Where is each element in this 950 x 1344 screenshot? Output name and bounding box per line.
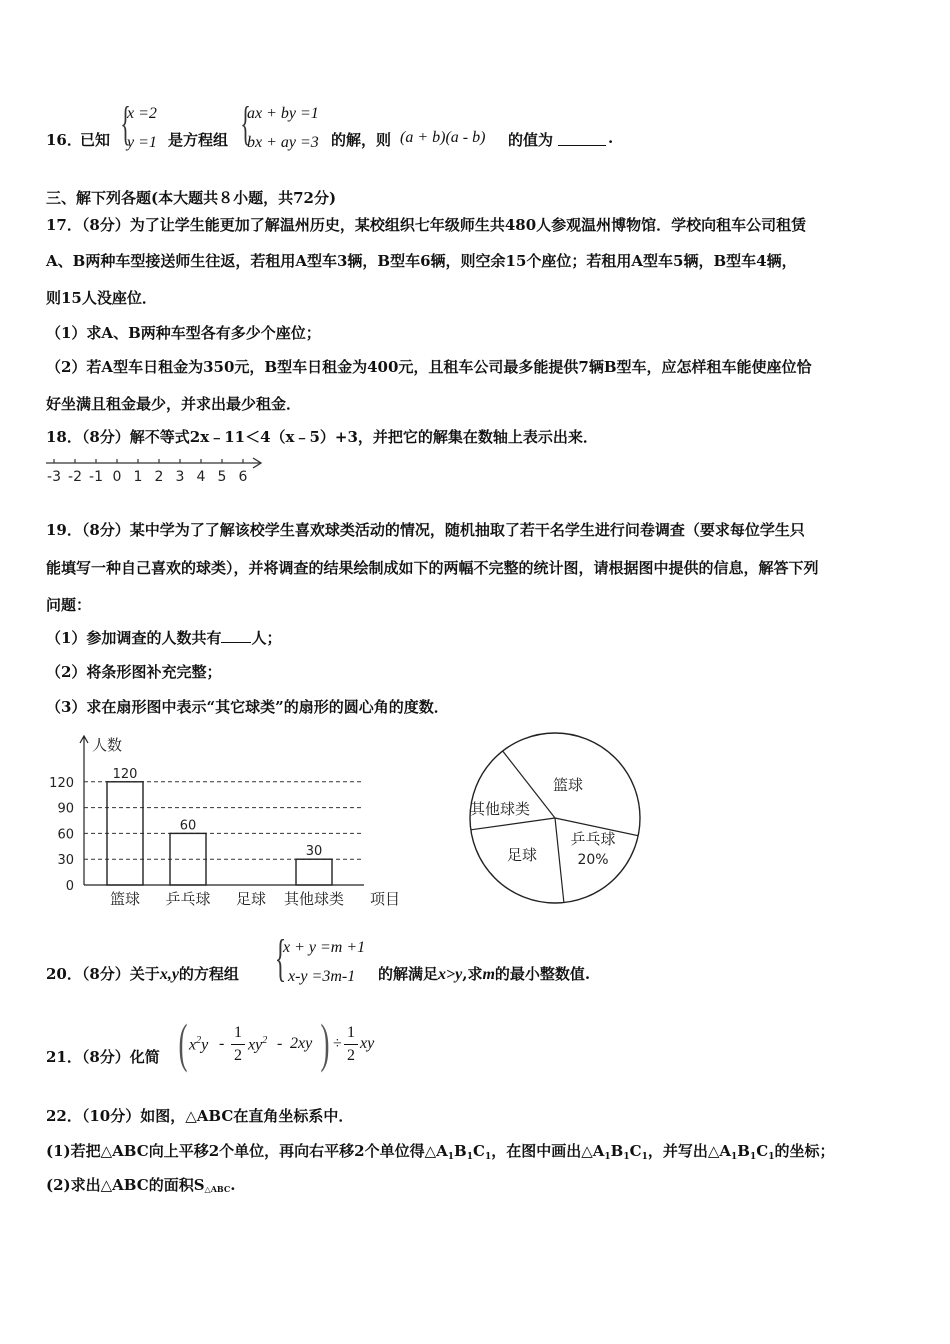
q21-minus-1: -: [219, 1035, 225, 1052]
q21-minus-2: -: [277, 1035, 283, 1052]
q19-sub-2: （2）将条形图补充完整；: [46, 663, 222, 681]
q16-tail: 的解，则: [331, 131, 392, 149]
q20-lead: 20．（8分）关于: [46, 965, 160, 983]
q16-period: .: [608, 129, 614, 147]
q16-end: 的值为: [508, 131, 554, 149]
q22-sub-2: (2)求出△ABC的面积S△ABC.: [46, 1176, 236, 1194]
bar-chart-category-label: 足球: [235, 890, 267, 908]
q20-tail-2: ,求: [462, 965, 483, 983]
q20-tail-3: 的最小整数值.: [494, 965, 591, 983]
q20-mid: 的方程组: [178, 965, 239, 983]
q16-expression: (a + b)(a - b): [400, 129, 486, 146]
q20-tail: [378, 963, 590, 984]
bar-chart-bar: [296, 859, 332, 885]
q21-term-1: $x^2y$: [189, 1035, 209, 1054]
bar-chart-ytick-label: 120: [49, 775, 74, 791]
q16-brace-left: {: [120, 97, 131, 150]
q21-divide: ÷: [333, 1035, 342, 1052]
q16-equation-1: ax + by =1: [247, 105, 319, 122]
q16-solution-x: x =2: [127, 105, 157, 122]
q16-lead: 已知: [80, 131, 111, 149]
number-line-tick-label: -3: [47, 469, 61, 485]
q21-frac2-den: 2: [347, 1047, 355, 1064]
q16-number: 16．: [46, 131, 82, 149]
q20-m: m: [482, 966, 495, 983]
number-line-tick-label: 6: [238, 469, 248, 485]
q20-condition: x>y: [438, 966, 463, 983]
q21-term-4: xy: [360, 1035, 375, 1052]
number-line-tick-label: 0: [112, 469, 122, 485]
pie-chart-slice-boundary: [471, 818, 555, 830]
bar-chart-ytick-label: 90: [57, 801, 74, 817]
section-3-title: 三、解下列各题(本大题共８小题，共72分): [46, 189, 337, 207]
bar-chart-category-label: 篮球: [109, 890, 141, 908]
q17-sub-2-line-2: 好坐满且租金最少，并求出最少租金．: [46, 395, 302, 413]
q16-solution-y: y =1: [127, 134, 157, 151]
pie-chart: [460, 726, 650, 912]
q21-frac-bar: [231, 1044, 245, 1045]
number-line-tick-label: 2: [154, 469, 164, 485]
q22-sub-1: (1)若把△ABC向上平移2个单位，再向右平移2个单位得$\triangle A_1B_1C_1$，在图中画出$\triangle A_1B_1C_1$，并写出$\triangle A_1B_1C_1$的坐标；: [46, 1142, 835, 1162]
q21-frac2-num: 1: [347, 1024, 355, 1041]
pie-chart-slice-boundary: [555, 818, 564, 903]
q21-term-3: 2xy: [290, 1035, 313, 1052]
q17-line-1: 17．（8分）为了让学生能更加了解温州历史，某校组织七年级师生共480人参观温州博物馆．学校向租车公司租赁: [46, 216, 807, 234]
q20-vars: x,y: [159, 966, 179, 983]
q20-equation-1: x + y =m +1: [283, 939, 366, 956]
pie-chart-slice-label: 其他球类: [469, 800, 531, 818]
number-line-tick-label: -2: [68, 469, 82, 485]
bar-chart-xlabel: 项目: [370, 890, 401, 908]
number-line-tick-label: -1: [89, 469, 103, 485]
pie-chart-slice-value: 20%: [577, 852, 609, 868]
q20-brace: {: [274, 930, 287, 987]
q21-frac-num: 1: [234, 1024, 242, 1041]
bar-chart-ylabel: 人数: [92, 736, 123, 754]
q17-sub-2-line-1: （2）若A型车日租金为350元，B型车日租金为400元，且租车公司最多能提供7辆B型车，应怎样租车能使座位恰: [46, 358, 812, 376]
q21-paren-left: (: [178, 1013, 188, 1073]
number-line: [40, 452, 270, 486]
pie-chart-slice-label: 足球: [506, 846, 538, 864]
bar-chart-ytick-label: 60: [57, 827, 74, 843]
q21-frac-den: 2: [234, 1047, 242, 1064]
q17-line-2: A、B两种车型接送师生往返，若租用A型车3辆，B型车6辆，则空余15个座位；若租用A型车5辆，B型车4辆，: [46, 252, 797, 270]
q17-sub-1: （1）求A、B两种车型各有多少个座位；: [46, 324, 321, 342]
q20-number: [46, 963, 239, 984]
bar-chart-data-label: 120: [112, 766, 138, 782]
q16-answer-blank[interactable]: [558, 129, 606, 146]
q19-sub-1-a: （1）参加调查的人数共有: [46, 629, 222, 647]
bar-chart-category-label: 乒乓球: [165, 890, 211, 908]
pie-chart-slice-label: 乒乓球: [570, 830, 616, 848]
q21-number: 21．（8分）化简: [46, 1048, 160, 1066]
q19-sub-1: [46, 627, 281, 648]
q16-mid: 是方程组: [168, 131, 229, 149]
q19-line-2: 能填写一种自己喜欢的球类），并将调查的结果绘制成如下的两幅不完整的统计图，请根据图中提供的信息，解答下列: [46, 559, 819, 577]
pie-chart-slice-label: 篮球: [552, 776, 584, 794]
number-line-tick-label: 1: [133, 469, 143, 485]
q18-text: 18．（8分）解不等式2x﹣11＜4（x﹣5）+3，并把它的解集在数轴上表示出来．: [46, 428, 598, 446]
q19-sub-3: （3）求在扇形图中表示“其它球类”的扇形的圆心角的度数．: [46, 698, 449, 716]
number-line-tick-label: 3: [175, 469, 185, 485]
q19-line-3: 问题：: [46, 596, 92, 614]
number-line-tick-label: 5: [217, 469, 227, 485]
q20-tail-1: 的解满足: [378, 965, 439, 983]
q21-frac2-bar: [344, 1044, 358, 1045]
bar-chart-data-label: 60: [179, 818, 197, 834]
q16-brace-right: {: [240, 97, 251, 150]
q16-equation-2: bx + ay =3: [247, 134, 319, 151]
q20-equation-2: x-y =3m-1: [288, 968, 356, 985]
q22-line-1: 22．（10分）如图，△ABC在直角坐标系中．: [46, 1107, 354, 1125]
q21-term-2: $xy^2$: [248, 1035, 268, 1054]
bar-chart-ytick-label: 30: [57, 853, 74, 869]
q19-line-1: 19．（8分）某中学为了了解该校学生喜欢球类活动的情况，随机抽取了若干名学生进行问卷调查（要求每位学生只: [46, 521, 805, 539]
bar-chart-category-label: 其他球类: [283, 890, 345, 908]
q19-sub-1-b: 人；: [251, 629, 282, 647]
q21-paren-right: ): [320, 1013, 330, 1073]
bar-chart: [44, 728, 414, 914]
q17-line-3: 则15人没座位．: [46, 289, 157, 307]
q19-answer-blank[interactable]: [221, 628, 251, 643]
bar-chart-ytick-label: 0: [65, 879, 74, 894]
bar-chart-data-label: 30: [305, 844, 323, 860]
number-line-tick-label: 4: [196, 469, 206, 485]
